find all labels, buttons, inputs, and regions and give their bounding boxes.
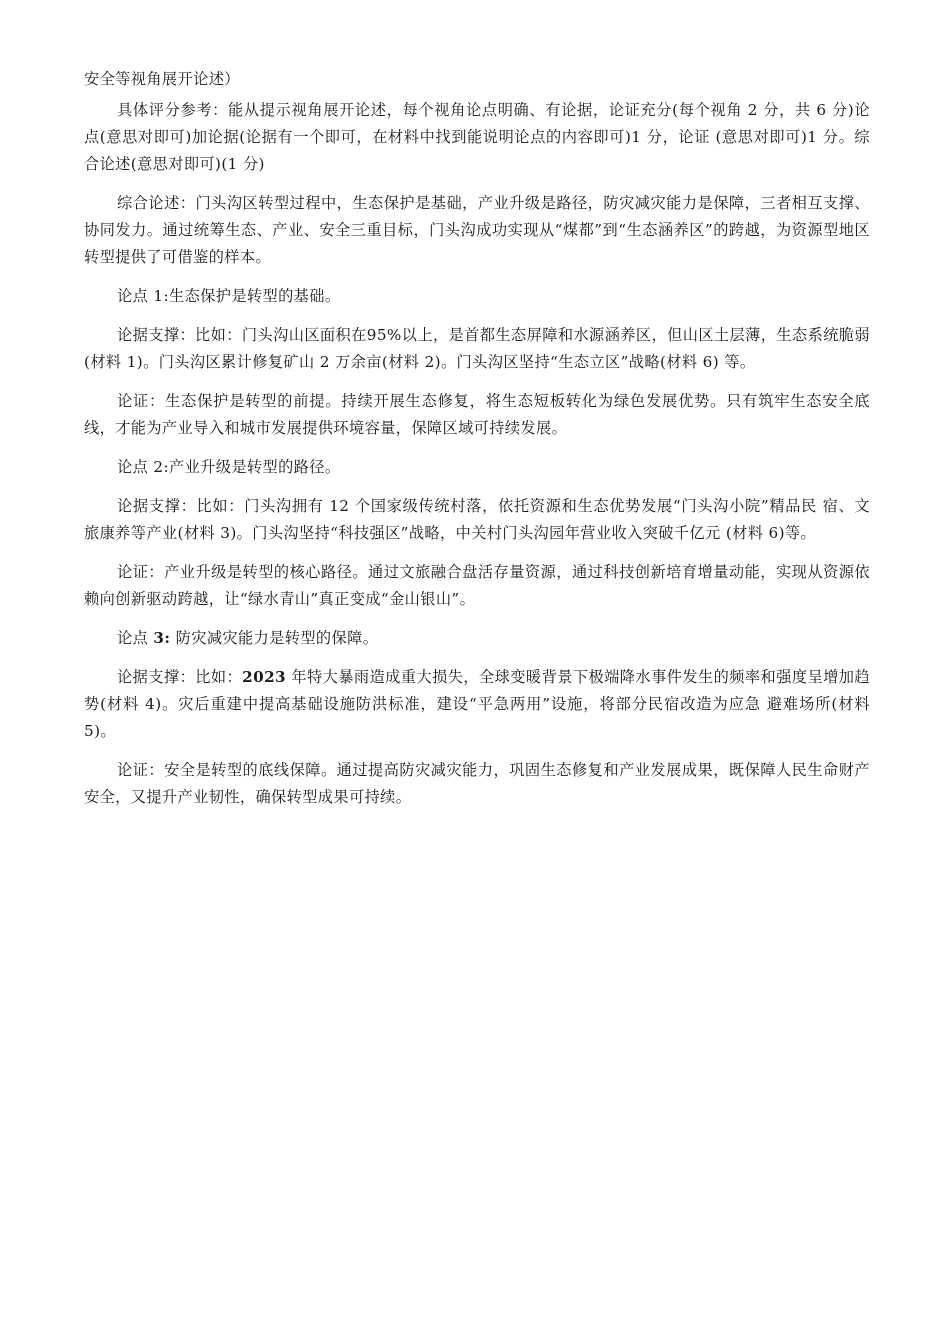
comprehensive-argument: 综合论述：门头沟区转型过程中，生态保护是基础，产业升级是路径，防灾减灾能力是保障，三者相互支撑、协同发力。通过统筹生态、产业、安全三重目标，门头沟成功实现从“煤都”到“生态涵养区”的跨越，为资源型地区转型提供了可借鉴的样本。 bbox=[84, 194, 870, 266]
point-3-evidence bbox=[84, 664, 870, 745]
intro-fragment: 安全等视角展开论述） bbox=[84, 70, 240, 88]
point-2-title: 论点 2:产业升级是转型的路径。 bbox=[117, 458, 341, 476]
point-3-prefix: 论点 bbox=[117, 629, 149, 647]
point-1-title: 论点 1:生态保护是转型的基础。 bbox=[117, 287, 341, 305]
point-3-year: 2023 bbox=[242, 668, 287, 686]
point-3-title bbox=[84, 625, 870, 652]
scoring-reference: 具体评分参考：能从提示视角展开论述，每个视角论点明确、有论据，论证充分(每个视角 2 分，共 6 分)论点(意思对即可)加论据(论据有一个即可，在材料中找到能说明论点的内容即可)1 分，论证 (意思对即可)1 分。综合论述(意思对即可)(1 分) bbox=[84, 101, 870, 173]
point-1-evidence: 论据支撑：比如：门头沟山区面积在95%以上，是首都生态屏障和水源涵养区，但山区土层薄，生态系统脆弱(材料 1)。门头沟区累计修复矿山 2 万余亩(材料 2)。门头沟区坚持“生态立区”战略(材料 6) 等。 bbox=[84, 326, 870, 371]
point-2-reasoning: 论证：产业升级是转型的核心路径。通过文旅融合盘活存量资源，通过科技创新培育增量动能，实现从资源依赖向创新驱动跨越，让“绿水青山”真正变成“金山银山”。 bbox=[84, 563, 870, 608]
point-2-evidence: 论据支撑：比如：门头沟拥有 12 个国家级传统村落，依托资源和生态优势发展“门头沟小院”精品民 宿、文旅康养等产业(材料 3)。门头沟坚持“科技强区”战略，中关村门头沟园年营业收入突破千亿元 (材料 6)等。 bbox=[84, 497, 870, 542]
point-3-reasoning: 论证：安全是转型的底线保障。通过提高防灾减灾能力，巩固生态修复和产业发展成果，既保障人民生命财产安全，又提升产业韧性，确保转型成果可持续。 bbox=[84, 761, 870, 806]
point-3-number: 3: bbox=[153, 629, 171, 647]
point-3-evidence-prefix: 论据支撑：比如： bbox=[117, 668, 243, 686]
document-body bbox=[84, 66, 870, 811]
point-3-evidence-text: 年特大暴雨造成重大损失，全球变暖背景下极端降水事件发生的频率和强度呈增加趋势(材料 4)。灾后重建中提高基础设施防洪标准，建设“平急两用”设施，将部分民宿改造为应急 避难场所(材料 5)。 bbox=[84, 668, 870, 740]
point-1-reasoning: 论证：生态保护是转型的前提。持续开展生态修复，将生态短板转化为绿色发展优势。只有筑牢生态安全底线，才能为产业导入和城市发展提供环境容量，保障区域可持续发展。 bbox=[84, 392, 870, 437]
point-3-text: 防灾减灾能力是转型的保障。 bbox=[175, 629, 379, 647]
